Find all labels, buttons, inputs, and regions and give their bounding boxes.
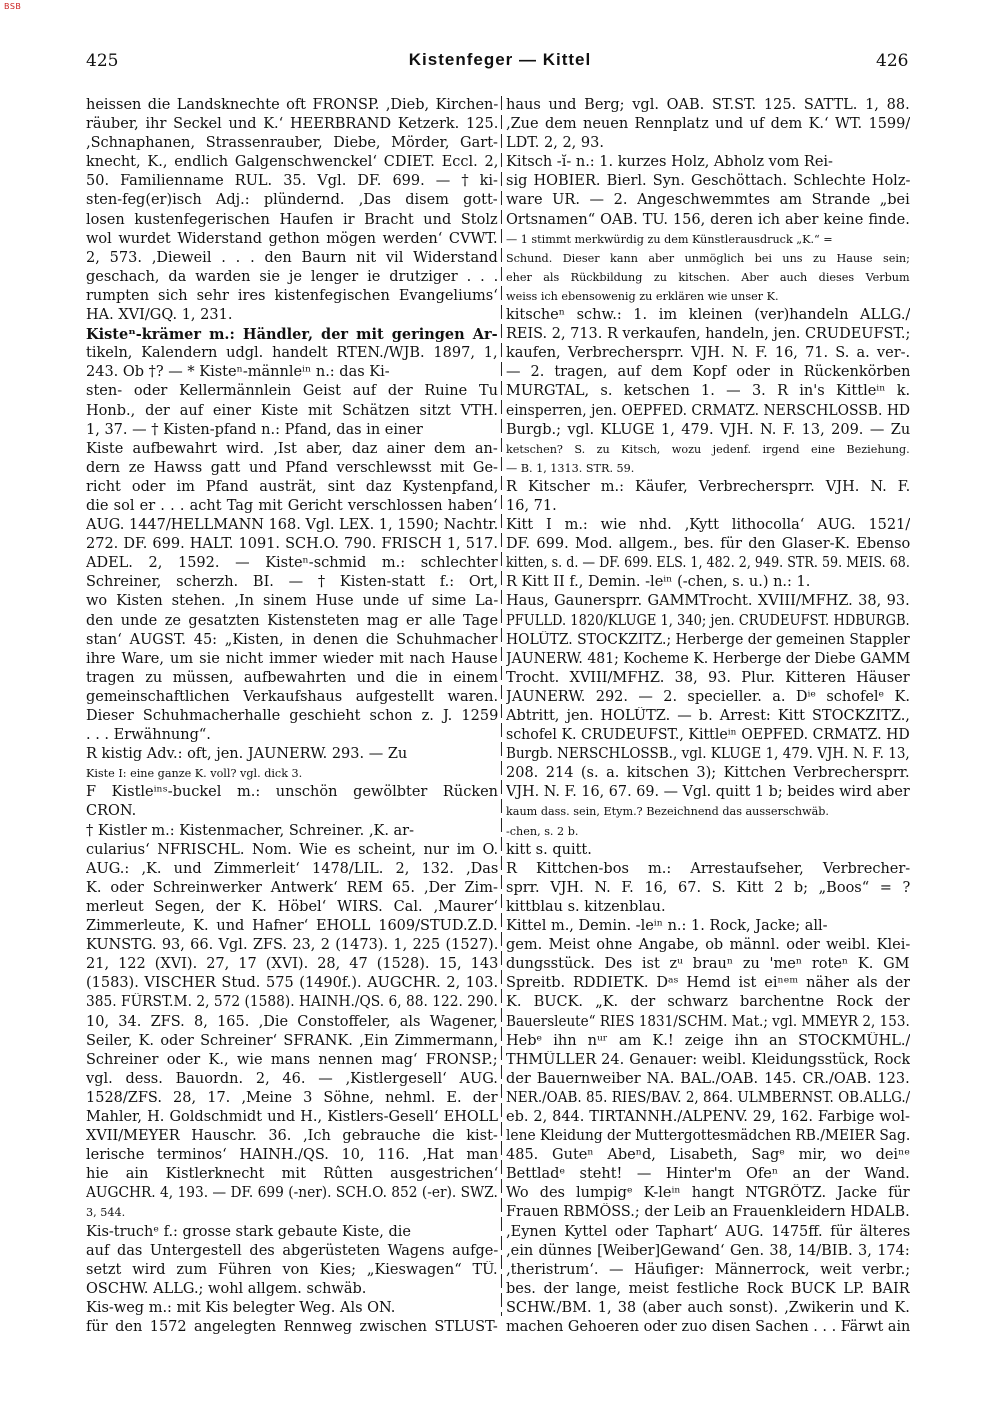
text-line: Kiste I: eine ganze K. voll? vgl. dick 3. (86, 767, 303, 781)
text-line: NER./OAB. 85. RIES/BAV. 2, 864. ULMBERNST. OB.ALLG./ (506, 1089, 911, 1106)
text-line: eb. 2, 844. TIRTANNH./ALPENV. 29, 162. Farbige wol- (506, 1108, 910, 1125)
text-line: Honb., der auf einer Kiste mit Schätzen sitzt VTH. (86, 402, 498, 419)
text-line: ADEL. 2, 1592. — Kisteⁿ-schmid m.: schlechter (86, 555, 498, 572)
text-line: CRON. (86, 803, 137, 820)
text-line: kaum dass. sein, Etym.? Bezeichnend das ausserschwäb. (506, 805, 829, 819)
text-line: räuber, ihr Seckel und K.‘ HEERBRAND Ketzerk. 125. (86, 116, 498, 133)
text-line: 1528/ZFS. 28, 17. ‚Meine 3 Söhne, nehml. E. der (86, 1089, 498, 1106)
text-line: eher als Rückbildung zu kitschen. Aber auch dieses Verbum (506, 270, 910, 284)
text-line: gemeinschaftlichen Verkaufshaus aufgestellt waren. (86, 688, 498, 705)
text-line: Ortsnamen“ OAB. TU. 156, deren ich aber keine finde. (506, 211, 910, 228)
text-line: JAUNERW. 292. — 2. specieller. a. Dⁱᵉ schofelᵉ K. (506, 688, 910, 705)
text-line: 485. Guteⁿ Abeⁿd, Lisabeth, Sagᵉ mir, wo deiⁿᵉ (506, 1147, 910, 1164)
text-line: heissen die Landsknechte oft FRONSP. ‚Dieb, Kirchen- (86, 97, 498, 113)
text-line: Abtritt, jen. HOLÜTZ. — b. Arrest: Kitt STOCKZITZ., (506, 708, 910, 724)
text-line: LDT. 2, 2, 93. (506, 135, 604, 152)
text-line: Bettladᵉ steht! — Hinter'm Ofeⁿ an der Wand. (506, 1166, 910, 1183)
running-title: Kistenfeger — Kittel (408, 50, 592, 69)
text-line: 385. FÜRST.M. 2, 572 (1588). HAINH./QS. 6, 88. 122. 290. (86, 994, 498, 1011)
text-line: für den 1572 angelegten Rennweg zwischen STLUST- (86, 1319, 498, 1335)
text-line: 2, 573. ‚Dieweil . . . den Baurn nit vil Widerstand (86, 249, 498, 266)
text-line: Bauersleute“ RIES 1831/SCHM. Mat.; vgl. MMEYR 2, 153. (506, 1013, 910, 1030)
text-line: Schund. Dieser kann aber unmöglich bei uns zu Hause sein; (506, 251, 910, 265)
text-line: kitt s. quitt. (506, 841, 592, 858)
text-line: merleut Segen, der K. Höbel‘ WIRS. Cal. ‚Maurer‘ (86, 898, 498, 915)
text-line: cularius‘ NFRISCHL. Nom. Wie es scheint, nur im O. (86, 841, 498, 858)
text-line: kittblau s. kitzenblau. (506, 898, 666, 915)
text-line: dern ze Hawss gatt und Pfand verschlewsst mit Ge- (86, 459, 498, 476)
text-line: THMÜLLER 24. Genauer: weibl. Kleidungsstück, Rock (506, 1051, 910, 1068)
text-line: Schreiner, scherzh. BI. — † Kisten-statt f.: Ort, (86, 574, 498, 591)
text-line: K. oder Schreinwerker Antwerk‘ REM 65. ‚Der Zim- (86, 879, 498, 896)
text-line: AUG. 1447/HELLMANN 168. Vgl. LEX. 1, 1590; Nachtr. (86, 517, 498, 534)
text-line: Wo des lumpigᵉ K-leⁱⁿ hangt NTGRÖTZ. Jacke für (506, 1185, 910, 1202)
text-line: sprr. VJH. N. F. 16, 67. S. Kitt 2 b; „Boos“ = ? (506, 879, 910, 896)
text-line: haus und Berg; vgl. OAB. ST.ST. 125. SATTL. 1, 88. (506, 97, 910, 113)
text-line: tikeln, Kalendern udgl. handelt RTEN./WJB. 1897, 1, (86, 345, 498, 362)
text-line: Spreitb. RDDIETK. Dᵃˢ Hemd ist eiⁿᵉᵐ näher als der (506, 975, 910, 992)
text-line: — 1 stimmt merkwürdig zu dem Künstlerausdruck „K.“ = (506, 232, 833, 246)
text-line: geschach, da warden sie je lenger ie drutziger . . . (86, 268, 498, 285)
text-line: Seiler, K. oder Schreiner‘ SFRANK. ‚Ein Zimmermann, (86, 1032, 498, 1049)
text-line: R Kitt II f., Demin. -leⁱⁿ (-chen, s. u.) n.: 1. (506, 574, 811, 591)
text-line: MURGTAL, s. ketschen 1. — 3. R in's Kittleⁱⁿ k. (506, 383, 910, 400)
text-line: sten-feg(er)isch Adj.: plündernd. ‚Das disem gott- (86, 192, 498, 209)
text-line: richt oder im Pfand austrät, sint daz Kystenpfand, (86, 478, 498, 495)
text-line: sten- oder Kellermännlein Geist auf der Ruine Tu (86, 383, 498, 400)
text-line: Hebᵉ ihn nᵘʳ am K.! zeige ihn an STOCKMÜHL./ (506, 1032, 910, 1049)
text-line: kitten, s. d. — DF. 699. ELS. 1, 482. 2, 949. STR. 59. MEIS. 68. (506, 555, 910, 572)
text-line: kitscheⁿ schw.: 1. im kleinen (ver)handeln ALLG./ (506, 307, 910, 324)
text-line: wo Kisten stehen. ‚In sinem Huse unde uf sime La- (86, 593, 498, 610)
text-line: auf das Untergestell des abgerüsteten Wagens aufge- (86, 1242, 498, 1259)
text-line: ‚ein dünnes [Weiber]Gewand‘ Gen. 38, 14/BIB. 3, 174: (506, 1242, 910, 1259)
text-line: Haus, Gaunersprr. GAMMTrocht. XVIII/MFHZ. 38, 93. (506, 593, 910, 610)
text-line: den unde ze gesatzten Kistensteten mag er alle Tage (86, 612, 498, 629)
text-line: Zimmerleute, K. und Hafner‘ EHOLL 1609/STUD.Z.D. (86, 918, 498, 935)
text-line: KUNSTG. 93, 66. Vgl. ZFS. 23, 2 (1473). 1, 225 (1527). (86, 937, 498, 954)
page-number-left: 425 (86, 51, 119, 71)
text-line: Kittel m., Demin. -leⁱⁿ n.: 1. Rock, Jacke; all- (506, 918, 828, 935)
text-line: 272. DF. 699. HALT. 1091. SCH.O. 790. FRISCH 1, 517. (86, 536, 498, 553)
text-line: AUGCHR. 4, 193. — DF. 699 (-ner). SCH.O. 852 (-er). SWZ. (86, 1185, 498, 1202)
text-line: ‚Zue dem neuen Rennplatz und uf dem K.‘ WT. 1599/ (506, 116, 910, 133)
text-line: ketschen? S. zu Kitsch, wozu jedenf. irgend eine Beziehung. (506, 442, 910, 456)
text-line: der Bauernweiber NA. BAL./OAB. 145. CR./OAB. 123. (506, 1070, 910, 1087)
text-line: bes. der lange, meist festliche Rock BUCK LP. BAIR (506, 1280, 910, 1297)
text-line: ‚theristrum‘. — Häufiger: Männerrock, weit verbr.; (506, 1261, 910, 1278)
text-line: . . . Erwähnung“. (86, 727, 211, 744)
text-line: knecht, K., endlich Galgenschwenckel‘ CDIET. Eccl. 2, (86, 154, 498, 171)
text-line: lene Kleidung der Muttergottesmädchen RB./MEIER Sag. (506, 1128, 911, 1145)
text-line: Dieser Schuhmacherhalle geschieht schon z. J. 1259 (86, 708, 498, 724)
text-line: 3, 544. (86, 1206, 126, 1220)
text-line: HOLÜTZ. STOCKZITZ.; Herberge der gemeinen Stappler (506, 631, 910, 648)
text-line: — B. 1, 1313. STR. 59. (506, 461, 635, 475)
text-line: kaufen, Verbrechersprr. VJH. N. F. 16, 71. S. a. ver-. (506, 345, 910, 362)
text-line: 208. 214 (s. a. kitschen 3); Kittchen Verbrechersprr. (506, 765, 910, 782)
left-column (86, 96, 498, 1337)
text-line: vgl. dess. Bauordn. 2, 46. — ‚Kistlergesell‘ AUG. (86, 1070, 498, 1087)
text-line: VJH. N. F. 16, 67. 69. — Vgl. quitt 1 b; beides wird aber (506, 784, 910, 801)
text-line: Trocht. XVIII/MFHZ. 38, 93. Plur. Kitteren Häuser (506, 669, 910, 686)
text-line: ware UR. — 2. Angeschwemmtes am Strande „bei (506, 192, 910, 209)
text-line: HA. XVI/GQ. 1, 231. (86, 307, 233, 324)
text-line: (1583). VISCHER Stud. 575 (1490f.). AUGCHR. 2, 103. (86, 975, 498, 992)
text-line: sig HOBIER. Bierl. Syn. Geschöttach. Schlechte Holz- (506, 173, 910, 190)
text-line: setzt wird zum Führen von Kies; „Kieswagen“ TÜ. (86, 1261, 498, 1278)
text-line: schofel K. CRUDEUFST., Kittleⁱⁿ OEPFED. CRMATZ. HD (506, 727, 910, 744)
text-line: 16, 71. (506, 497, 557, 514)
text-line: PFULLD. 1820/KLUGE 1, 340; jen. CRUDEUFST. HDBURGB. (506, 612, 910, 629)
text-line: einsperren, jen. OEPFED. CRMATZ. NERSCHLOSSB. HD (506, 402, 910, 419)
text-line: R kistig Adv.: oft, jen. JAUNERW. 293. — Zu (86, 746, 408, 763)
text-line: OSCHW. ALLG.; wohl allgem. schwäb. (86, 1280, 367, 1297)
text-line: -chen, s. 2 b. (506, 824, 579, 838)
right-column (506, 96, 910, 1337)
text-line: ‚Eynen Kyttel oder Taphart‘ AUG. 1475ff. für älteres (506, 1223, 910, 1240)
text-line: REIS. 2, 713. R verkaufen, handeln, jen. CRUDEUFST.; (506, 326, 910, 343)
text-line: Kisteⁿ-krämer m.: Händler, der mit geringen Ar- (86, 326, 498, 344)
text-line: — 2. tragen, auf dem Kopf oder in Rückenkörben (506, 364, 910, 381)
text-line: XVII/MEYER Hauschr. 36. ‚Ich gebrauche die kist- (86, 1128, 498, 1145)
text-line: R Kittchen-bos m.: Arrestaufseher, Verbrecher- (506, 860, 910, 877)
text-line: F Kistleⁱⁿˢ-buckel m.: unschön gewölbter Rücken (86, 784, 498, 801)
text-line: hie ain Kistlerknecht mit Rûtten ausgestrichen‘ (86, 1166, 498, 1183)
text-line: stan‘ AUGST. 45: „Kisten, in denen die Schuhmacher (86, 631, 498, 648)
text-line: Kis-truchᵉ f.: grosse stark gebaute Kiste, die (86, 1223, 411, 1240)
text-line: Kitsch -ĭ- n.: 1. kurzes Holz, Abholz vom Rei- (506, 154, 833, 171)
text-line: ‚Schnaphanen, Strassenrauber, Diebe, Mörder, Gart- (86, 135, 498, 152)
text-line: Frauen RBMÖSS.; der Leib an Frauenkleidern HDALB. (506, 1204, 910, 1221)
text-line: Burgb. NERSCHLOSSB., vgl. KLUGE 1, 479. VJH. N. F. 13, (506, 746, 910, 763)
library-watermark: BSB (4, 2, 22, 11)
text-line: 21, 122 (XVI). 27, 17 (XVI). 28, 47 (1528). 15, 143 (86, 956, 498, 973)
text-line: 243. Ob †? — * Kisteⁿ-männleⁱⁿ n.: das Ki- (86, 364, 390, 381)
text-line: 50. Familienname RUL. 35. Vgl. DF. 699. — † ki- (86, 173, 498, 190)
text-line: tragen zu müssen, aufbewahrten und die in einem (86, 669, 498, 686)
text-line: SCHW./BM. 1, 38 (aber auch sonst). ‚Zwikerin und K. (506, 1299, 910, 1316)
text-line: gem. Meist ohne Angabe, ob männl. oder weibl. Klei- (506, 937, 910, 954)
text-line: Kitt I m.: wie nhd. ‚Kytt lithocolla‘ AUG. 1521/ (506, 517, 910, 534)
text-line: AUG.: ‚K. und Zimmerleit‘ 1478/LIL. 2, 132. ‚Das (86, 860, 498, 877)
text-line: losen kustenfegerischen Haufen ir Bracht und Stolz (86, 211, 498, 228)
text-line: 1, 37. — † Kisten-pfand n.: Pfand, das in einer (86, 421, 423, 438)
text-line: R Kitscher m.: Käufer, Verbrechersprr. VJH. N. F. (506, 478, 910, 495)
text-line: rumpten sich sehr ires kistenfegischen Evangeliums‘ (86, 287, 498, 304)
text-line: weiss ich ebensowenig zu erklären wie unser K. (506, 289, 779, 303)
column-divider (501, 96, 502, 1316)
page-number-right: 426 (876, 51, 909, 71)
text-line: die sol er . . . acht Tag mit Gericht verschlossen haben‘ (86, 497, 498, 514)
text-line: DF. 699. Mod. allgem., bes. für den Glaser-K. Ebenso (506, 536, 910, 553)
text-line: ihre Ware, um sie nicht immer wieder mit nach Hause (86, 650, 498, 667)
text-line: Kiste aufbewahrt wird. ‚Ist aber, daz ainer dem an- (86, 440, 498, 457)
text-line: 10, 34. ZFS. 8, 165. ‚Die Constoffeler, als Wagener, (86, 1013, 498, 1030)
text-line: Schreiner oder K., wie mans nennen mag‘ FRONSP.; (86, 1051, 498, 1068)
text-line: † Kistler m.: Kistenmacher, Schreiner. ‚K. ar- (86, 822, 415, 839)
text-line: Mahler, H. Goldschmidt und H., Kistlers-Gesell‘ EHOLL (86, 1108, 498, 1125)
text-line: wol wurdet Widerstand gethon mögen werden‘ CVWT. (86, 230, 498, 247)
text-line: Burgb.; vgl. KLUGE 1, 479. VJH. N. F. 13, 209. — Zu (506, 421, 910, 438)
text-line: lerische terminos‘ HAINH./QS. 10, 116. ‚Hat man (86, 1147, 498, 1164)
text-line: K. BUCK. „K. der schwarz barchentne Rock der (506, 994, 910, 1011)
text-line: machen Gehoeren oder zuo disen Sachen . . . Färwt ain (506, 1319, 910, 1335)
text-line: JAUNERW. 481; Kocheme K. Herberge der Diebe GAMM (506, 650, 910, 667)
text-line: Kis-weg m.: mit Kis belegter Weg. Als ON. (86, 1299, 396, 1316)
text-line: dungsstück. Des ist zᵘ brauⁿ zu 'meⁿ roteⁿ K. GM (506, 956, 910, 973)
